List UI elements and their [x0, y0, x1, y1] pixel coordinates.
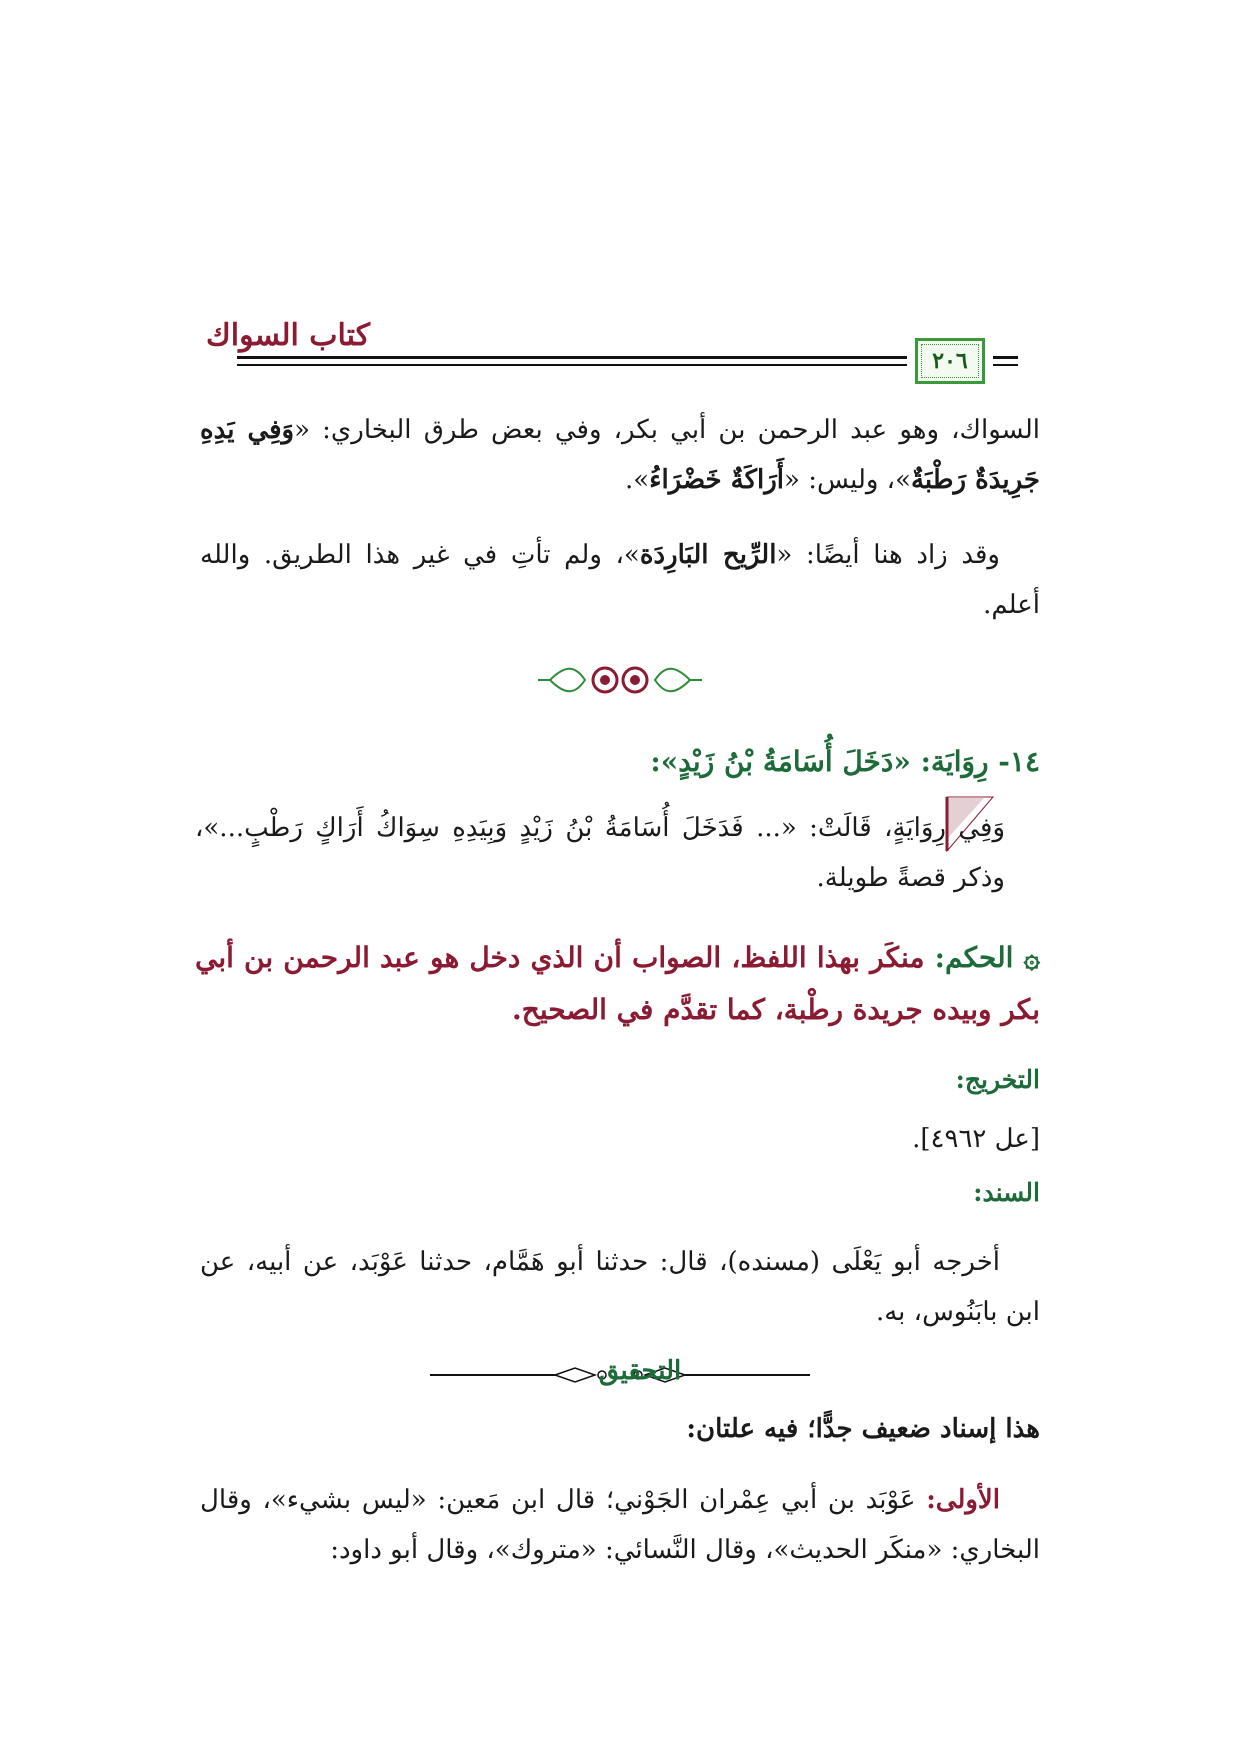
page-number-badge: [915, 338, 985, 384]
ruling-block: [195, 932, 1040, 1036]
p2-quote-bold: الرِّيح البَارِدَة: [639, 540, 777, 570]
ruling-text: منكَر بهذا اللفظ، الصواب أن الذي دخل هو عبد الرحمن بن أبي بكر وبيده جريدة رطْبة، كما تقدَّم في الصحيح.: [195, 941, 1040, 1026]
p1-text-c: »، وليس: «: [784, 465, 911, 495]
section-heading: ١٤- رِوَايَة: «دَخَلَ أُسَامَةُ بْنُ زَيْدٍ»:: [650, 745, 1040, 778]
takhrij-label: التخريج:: [955, 1065, 1040, 1094]
isnad-statement: هذا إسناد ضعيف جدًّا؛ فيه علتان:: [686, 1414, 1040, 1444]
header-rule-top: [237, 356, 907, 359]
header-rule-right-top: [993, 356, 1018, 359]
p2-text-a: وقد زاد هنا أيضًا: «: [776, 540, 1000, 570]
first-defect-label: الأولى:: [926, 1485, 1000, 1515]
p1-text-e: ».: [625, 465, 650, 495]
tahqiq-title: التحقيق: [598, 1356, 682, 1386]
sanad-text: أخرجه أبو يَعْلَى (مسنده)، قال: حدثنا أبو هَمَّام، حدثنا عَوْبَد، عن أبيه، عن ابن بابَنُوس، به.: [200, 1247, 1040, 1327]
ruling-label: ۞ الحكم:: [934, 941, 1040, 974]
p2-text-c: »، ولم تأتِ في غير هذا الطريق. والله أعلم.: [200, 540, 1040, 620]
separator-ornament-icon: [530, 660, 710, 700]
first-defect-text: عَوْبَد بن أبي عِمْران الجَوْني؛ قال ابن مَعين: «ليس بشيء»، وقال البخاري: «منكَر الحديث»، وقال النَّسائي: «متروك»، وقال أبو داود:: [200, 1485, 1040, 1565]
header-rule-right-bottom: [993, 364, 1018, 366]
p1-quote-bold: وَفِي يَدِهِ جَرِيدَةٌ رَطْبَةٌ: [200, 415, 1040, 495]
takhrij-reference: [عل ٤٩٦٢].: [912, 1124, 1040, 1154]
p1-text-a: السواك، وهو عبد الرحمن بن أبي بكر، وفي بعض طرق البخاري: «: [294, 415, 1040, 445]
sanad-label: السند:: [973, 1178, 1040, 1207]
paragraph-2: [200, 530, 1040, 630]
p1-quote2-bold: أَرَاكَةٌ خَضْرَاءُ: [649, 465, 785, 495]
book-title: كتاب السواك: [206, 318, 370, 353]
paragraph-1: [200, 405, 1040, 505]
header-rule-bottom: [237, 364, 907, 366]
narration-text: وَفِي رِوَايَةٍ، قَالَتْ: «... فَدَخَلَ أُسَامَةُ بْنُ زَيْدٍ وَبِيَدِهِ سِوَاكُ أَرَاكٍ رَطْبٍ...»، وذكر قصةً طويلة.: [195, 813, 1005, 893]
first-defect-paragraph: [200, 1475, 1040, 1575]
page-number: ٢٠٦: [932, 348, 968, 374]
